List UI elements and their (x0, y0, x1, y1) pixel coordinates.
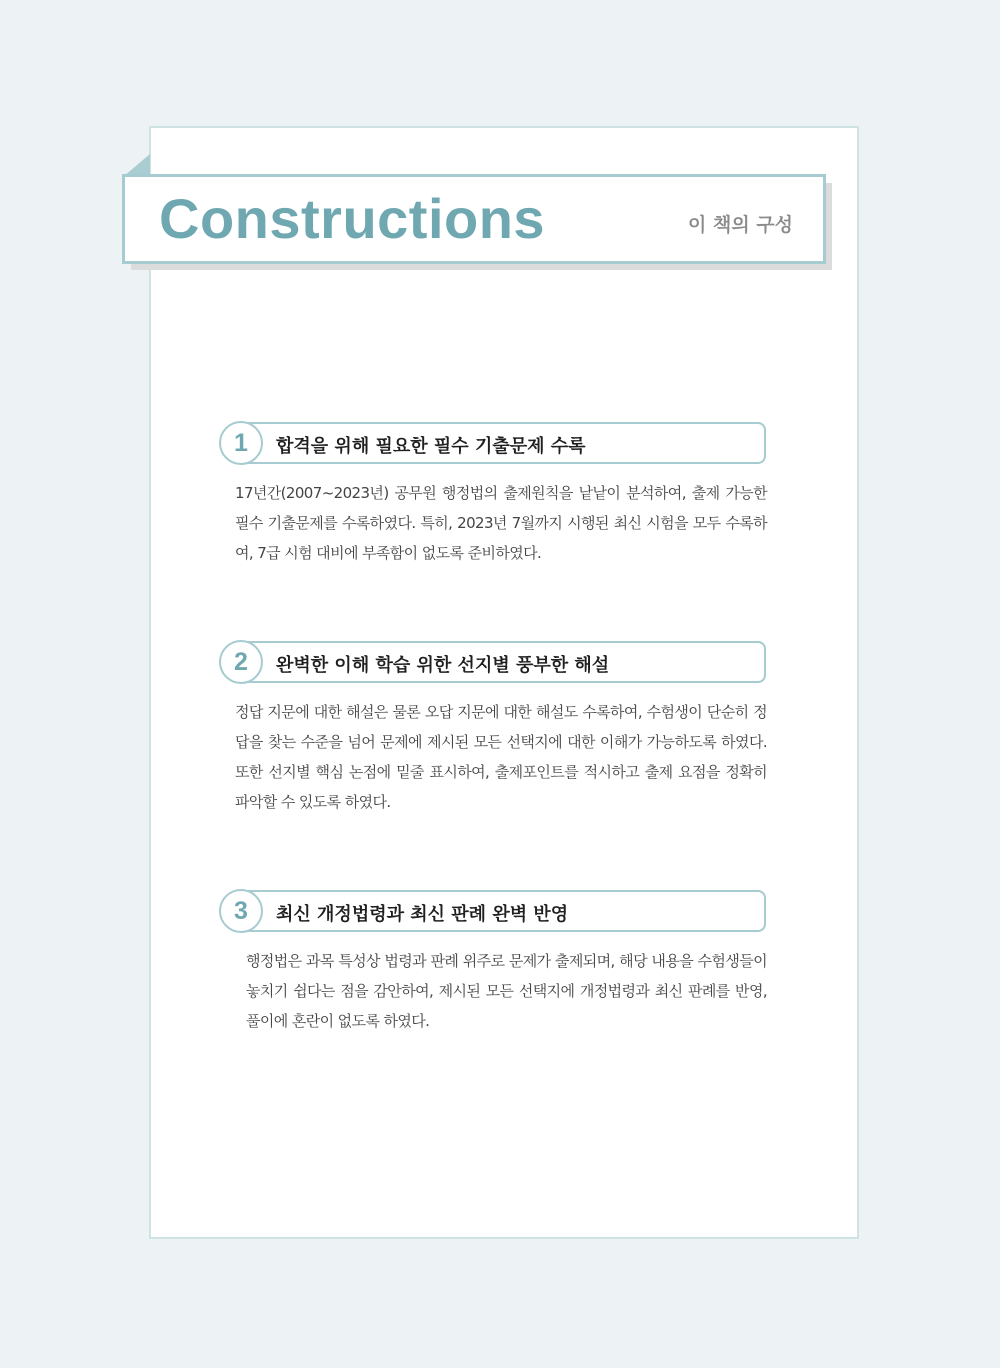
section-body: 17년간(2007~2023년) 공무원 행정법의 출제원칙을 낱낱이 분석하여, 출제 가능한 필수 기출문제를 수록하였다. 특히, 2023년 7월까지 시행된 최신 시험을 모두 수록하여, 7급 시험 대비에 부족함이 없도록 준비하였다. (235, 484, 767, 562)
section-body: 정답 지문에 대한 해설은 물론 오답 지문에 대한 해설도 수록하여, 수험생이 단순히 정답을 찾는 수준을 넘어 문제에 제시된 모든 선택지에 대한 이해가 가능하도록 하였다. 또한 선지별 핵심 논점에 밑줄 표시하여, 출제포인트를 적시하고 출제 요점을 정확히 파악할 수 있도록 하였다. (235, 703, 767, 811)
section-heading-bar (239, 422, 766, 464)
page-subtitle: 이 책의 구성 (688, 214, 793, 236)
section-number-badge: 3 (219, 889, 263, 933)
section-heading: 완벽한 이해 학습 위한 선지별 풍부한 해설 (276, 655, 610, 676)
section-heading-bar (239, 641, 766, 683)
section-heading-bar (239, 890, 766, 932)
section-heading: 최신 개정법령과 최신 판례 완벽 반영 (276, 904, 569, 925)
section-heading: 합격을 위해 필요한 필수 기출문제 수록 (276, 436, 586, 457)
section-number-badge: 2 (219, 640, 263, 684)
section-number-badge: 1 (219, 421, 263, 465)
page-title: Constructions (159, 187, 546, 250)
title-banner (122, 174, 826, 264)
folded-corner (124, 154, 150, 176)
section-body: 행정법은 과목 특성상 법령과 판례 위주로 문제가 출제되며, 해당 내용을 수험생들이 놓치기 쉽다는 점을 감안하여, 제시된 모든 선택지에 개정법령과 최신 판례를 반영, 풀이에 혼란이 없도록 하였다. (246, 952, 767, 1030)
